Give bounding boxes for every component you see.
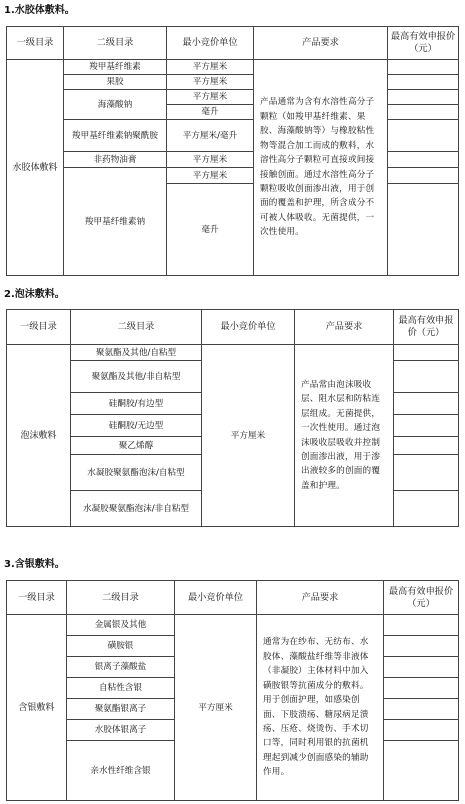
table-row — [7, 168, 459, 184]
item-name: 羧甲基纤维素 — [64, 60, 167, 75]
header-requirement: 产品要求 — [254, 27, 388, 60]
item-name: 果胶 — [64, 75, 167, 90]
header-price: 最高有效申报价（元） — [394, 310, 459, 345]
header-price: 最高有效申报价（元） — [384, 581, 459, 615]
section-3-table — [6, 580, 459, 801]
category-cell: 水胶体敷料 — [7, 60, 64, 276]
table-row — [7, 152, 459, 168]
header-unit: 最小竞价单位 — [202, 310, 295, 345]
item-unit: 平方厘米 — [167, 152, 254, 168]
table-row — [7, 120, 459, 152]
table-row — [7, 60, 459, 75]
item-name: 非药物油膏 — [64, 152, 167, 168]
header-unit: 最小竞价单位 — [167, 27, 254, 60]
item-unit: 毫升 — [167, 184, 254, 276]
table-header-row — [7, 310, 459, 345]
section-1-table — [6, 26, 459, 276]
item-name: 磺胺银 — [67, 636, 175, 657]
item-name: 聚氨酯及其他/自粘型 — [71, 345, 202, 361]
item-name: 水凝胶聚氨酯泡沫/自粘型 — [71, 455, 202, 491]
section-2-table — [6, 309, 459, 527]
product-requirement: 产品常由泡沫吸收层、阻水层和防粘连层组成。无菌提供，一次性使用。通过泡沫吸收层吸收并控制创面渗出液，用于渗出液较多的创面的覆盖和护理。 — [295, 345, 394, 527]
header-unit: 最小竞价单位 — [175, 581, 257, 615]
item-name: 硅酮胶/无边型 — [71, 415, 202, 437]
table-row — [7, 75, 459, 90]
table-header-row — [7, 27, 459, 60]
price-cell[interactable] — [384, 678, 459, 699]
price-cell[interactable] — [388, 120, 459, 152]
price-cell[interactable] — [384, 636, 459, 657]
item-name: 水凝胶聚氨酯泡沫/非自粘型 — [71, 491, 202, 527]
item-unit: 平方厘米 — [202, 345, 295, 527]
price-cell[interactable] — [388, 184, 459, 276]
price-cell[interactable] — [388, 168, 459, 184]
header-level1: 一级目录 — [7, 310, 71, 345]
item-unit: 平方厘米 — [175, 615, 257, 801]
section-2-title: 2.泡沫敷料。 — [4, 289, 65, 300]
item-name: 亲水性纤维含银 — [67, 741, 175, 801]
product-requirement: 通常为在纱布、无纺布、水胶体、藻酸盐纤维等非液体（非凝胶）主体材料中加入磺胺银等抗菌成分的敷料。用于创面护理，如感染创面、下肢溃疡、糖尿病足溃疡、压疮、烧烫伤、手术切口等，同时利用银的抗菌机理起到减少创面感染的辅助作用。 — [257, 615, 384, 801]
item-name: 银离子藻酸盐 — [67, 657, 175, 678]
header-level1: 一级目录 — [7, 27, 64, 60]
price-cell[interactable] — [394, 491, 459, 527]
price-cell[interactable] — [384, 657, 459, 678]
price-cell[interactable] — [394, 455, 459, 491]
item-name: 聚氨酯及其他/非自粘型 — [71, 361, 202, 393]
price-cell[interactable] — [388, 90, 459, 105]
section-1-title: 1.水胶体敷料。 — [4, 5, 75, 16]
item-name: 聚氨酯银离子 — [67, 699, 175, 720]
price-cell[interactable] — [384, 720, 459, 741]
table-row — [7, 615, 459, 636]
category-cell: 泡沫敷料 — [7, 345, 71, 527]
section-3-title: 3.含银敷料。 — [4, 559, 65, 570]
price-cell[interactable] — [384, 699, 459, 720]
item-name: 自粘性含银 — [67, 678, 175, 699]
item-name: 羧甲基纤维素钠聚酰胺 — [64, 120, 167, 152]
table-header-row — [7, 581, 459, 615]
header-level1: 一级目录 — [7, 581, 67, 615]
item-name: 水胶体银离子 — [67, 720, 175, 741]
item-unit: 平方厘米/毫升 — [167, 120, 254, 152]
price-cell[interactable] — [394, 437, 459, 455]
header-requirement: 产品要求 — [295, 310, 394, 345]
header-requirement: 产品要求 — [257, 581, 384, 615]
price-cell[interactable] — [388, 60, 459, 75]
table-row — [7, 345, 459, 361]
header-level2: 二级目录 — [64, 27, 167, 60]
price-cell[interactable] — [388, 152, 459, 168]
header-level2: 二级目录 — [67, 581, 175, 615]
price-cell[interactable] — [394, 393, 459, 415]
category-cell: 含银敷料 — [7, 615, 67, 801]
item-name: 羧甲基纤维素钠 — [64, 168, 167, 276]
item-name: 海藻酸钠 — [64, 90, 167, 120]
price-cell[interactable] — [384, 615, 459, 636]
price-cell[interactable] — [394, 361, 459, 393]
price-cell[interactable] — [394, 345, 459, 361]
header-level2: 二级目录 — [71, 310, 202, 345]
item-unit: 平方厘米 — [167, 75, 254, 90]
price-cell[interactable] — [388, 105, 459, 120]
price-cell[interactable] — [388, 75, 459, 90]
price-cell[interactable] — [384, 741, 459, 801]
item-name: 聚乙烯醇 — [71, 437, 202, 455]
price-cell[interactable] — [394, 415, 459, 437]
table-row — [7, 90, 459, 105]
item-unit: 平方厘米 — [167, 168, 254, 184]
product-requirement: 产品通常为含有水溶性高分子颗粒（如羧甲基纤维素、果胶、海藻酸钠等）与橡胶粘性物等混合加工而成的敷料，水溶性高分子颗粒可直接或间接接触创面。通过水溶性高分子颗粒吸收创面渗出液，用于创面的覆盖和护理，所含成分不可被人体吸收。无菌提供，一次性使用。 — [254, 60, 388, 276]
item-name: 硅酮胶/有边型 — [71, 393, 202, 415]
header-price: 最高有效申报价（元） — [388, 27, 459, 60]
item-name: 金属银及其他 — [67, 615, 175, 636]
item-unit: 平方厘米 — [167, 90, 254, 105]
item-unit: 平方厘米 — [167, 60, 254, 75]
item-unit: 毫升 — [167, 105, 254, 120]
